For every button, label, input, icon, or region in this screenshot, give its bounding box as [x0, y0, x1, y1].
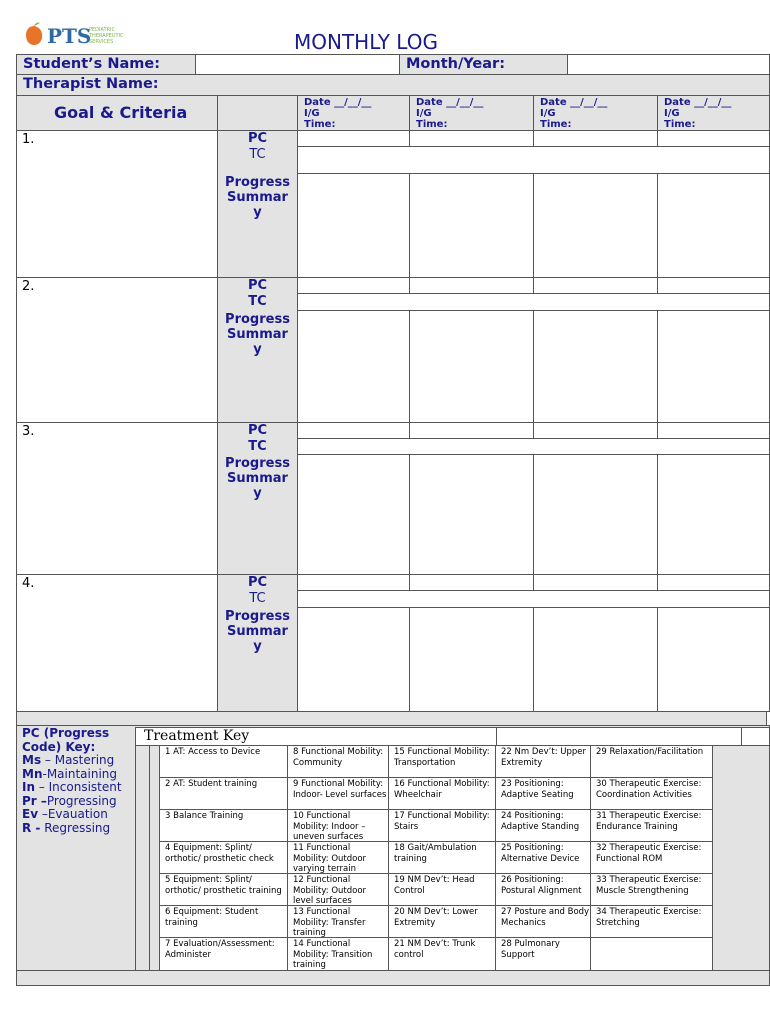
pc-key	[22, 727, 136, 835]
goal-4-progress-cell-3[interactable]	[533, 607, 658, 712]
goal-3-progress-cell-3[interactable]	[533, 454, 658, 575]
goal-2-pc-cell-1[interactable]	[297, 277, 410, 294]
date-column-3[interactable]: Date __/__/__ I/G Time:	[533, 95, 658, 131]
goal-2-progress-cell-4[interactable]	[657, 310, 770, 423]
treatment-key-cell: 33 Therapeutic Exercise: Muscle Strengthening	[590, 873, 713, 906]
goal-4-progress-label: Progress Summar y	[225, 609, 290, 654]
pc-key-item: Mn-Maintaining	[22, 766, 118, 781]
goal-1-progress-label: Progress Summar y	[225, 175, 290, 220]
treatment-key-cell: 11 Functional Mobility: Outdoor varying terrain	[287, 841, 389, 874]
separator-row	[16, 711, 767, 726]
goal-2-labels	[217, 277, 298, 423]
treatment-key-cell: 23 Positioning: Adaptive Seating	[495, 777, 591, 810]
treatment-key-cell: 30 Therapeutic Exercise: Coordination Activities	[590, 777, 713, 810]
pc-key-item: Ms – Mastering	[22, 753, 115, 767]
goal-2-progress-cell-1[interactable]	[297, 310, 410, 423]
goal-3-progress-label: Progress Summar y	[225, 456, 290, 501]
goal-3-pc-cell-3[interactable]	[533, 422, 658, 439]
goal-1-labels	[217, 130, 298, 278]
treatment-key-cell: 10 Functional Mobility: Indoor – uneven surfaces	[287, 809, 389, 842]
goal-2-pc-cell-2[interactable]	[409, 277, 534, 294]
goal-3-tc-cell[interactable]	[297, 438, 770, 455]
goal-2-progress-cell-2[interactable]	[409, 310, 534, 423]
goal-4-tc-cell[interactable]	[297, 590, 770, 608]
month-year-label-cell	[399, 54, 568, 75]
goal-4-pc-label: PC	[247, 575, 268, 590]
goal-3-pc-cell-4[interactable]	[657, 422, 770, 439]
treatment-key-cell: 15 Functional Mobility: Transportation	[388, 745, 496, 778]
goal-4-labels	[217, 574, 298, 712]
treatment-key-cell	[590, 937, 713, 971]
pc-key-item: In – Inconsistent	[22, 780, 122, 794]
treatment-key-header-extra	[741, 727, 770, 746]
goal-1-criteria[interactable]: 1.	[16, 130, 218, 278]
logo-tagline: PEDIATRIC THERAPEUTIC SERVICES	[89, 27, 124, 45]
logo	[22, 22, 132, 50]
date-column-2[interactable]: Date __/__/__ I/G Time:	[409, 95, 534, 131]
goal-1-pc-label: PC	[247, 131, 268, 146]
goal-2-pc-cell-4[interactable]	[657, 277, 770, 294]
treatment-key-margin	[135, 745, 150, 971]
goal-2-progress-cell-3[interactable]	[533, 310, 658, 423]
goal-2-criteria[interactable]: 2.	[16, 277, 218, 423]
treatment-key-cell: 1 AT: Access to Device	[159, 745, 288, 778]
treatment-key-cell: 5 Equipment: Splint/ orthotic/ prosthetic training	[159, 873, 288, 906]
treatment-key-cell: 14 Functional Mobility: Transition training	[287, 937, 389, 971]
treatment-key-cell: 24 Positioning: Adaptive Standing	[495, 809, 591, 842]
leaf-icon	[22, 22, 46, 48]
goal-3-labels	[217, 422, 298, 575]
goal-1-progress-cell-2[interactable]	[409, 173, 534, 278]
treatment-key-cell: 7 Evaluation/Assessment: Administer	[159, 937, 288, 971]
treatment-key-cell: 22 Nm Dev’t: Upper Extremity	[495, 745, 591, 778]
goal-3-progress-cell-4[interactable]	[657, 454, 770, 575]
treatment-key-cell: 19 NM Dev’t: Head Control	[388, 873, 496, 906]
treatment-key-cell: 29 Relaxation/Facilitation	[590, 745, 713, 778]
goal-1-progress-cell-3[interactable]	[533, 173, 658, 278]
label-column-header	[217, 95, 298, 131]
goal-4-pc-cell-1[interactable]	[297, 574, 410, 591]
goal-4-criteria[interactable]: 4.	[16, 574, 218, 712]
date-column-4[interactable]: Date __/__/__ I/G Time:	[657, 95, 770, 131]
month-year-label: Month/Year:	[406, 56, 506, 72]
logo-brand: PTS	[47, 24, 92, 48]
treatment-key-table	[159, 745, 713, 971]
treatment-key-cell: 26 Positioning: Postural Alignment	[495, 873, 591, 906]
footer-bar	[16, 970, 770, 986]
treatment-key-cell: 25 Positioning: Alternative Device	[495, 841, 591, 874]
treatment-key-cell: 12 Functional Mobility: Outdoor level surfaces	[287, 873, 389, 906]
goal-2-progress-label: Progress Summar y	[225, 312, 290, 357]
treatment-key-cell: 31 Therapeutic Exercise: Endurance Training	[590, 809, 713, 842]
goal-4-progress-cell-2[interactable]	[409, 607, 534, 712]
goal-1-tc-cell[interactable]	[297, 146, 770, 174]
therapist-name-row	[16, 74, 770, 96]
student-name-field[interactable]	[195, 54, 400, 75]
goal-2-pc-label: PC	[247, 278, 268, 293]
treatment-key-cell: 8 Functional Mobility: Community	[287, 745, 389, 778]
treatment-key-title: Treatment Key	[144, 728, 250, 744]
treatment-key-header-blank	[496, 727, 742, 746]
therapist-name-label: Therapist Name:	[23, 76, 159, 92]
goal-3-pc-cell-1[interactable]	[297, 422, 410, 439]
treatment-key-cell: 16 Functional Mobility: Wheelchair	[388, 777, 496, 810]
goal-4-progress-cell-1[interactable]	[297, 607, 410, 712]
goal-1-pc-cell-2[interactable]	[409, 130, 534, 147]
treatment-key-cell: 13 Functional Mobility: Transfer training	[287, 905, 389, 938]
goal-3-criteria[interactable]: 3.	[16, 422, 218, 575]
goal-1-pc-cell-3[interactable]	[533, 130, 658, 147]
date-column-1[interactable]: Date __/__/__ I/G Time:	[297, 95, 410, 131]
pc-key-title: PC (Progress Code) Key:	[22, 726, 110, 754]
goal-3-tc-label: TC	[248, 439, 267, 454]
treatment-key-cell: 17 Functional Mobility: Stairs	[388, 809, 496, 842]
goal-3-pc-label: PC	[247, 423, 268, 438]
treatment-key-cell: 28 Pulmonary Support	[495, 937, 591, 971]
goal-2-pc-cell-3[interactable]	[533, 277, 658, 294]
student-name-label-cell	[16, 54, 196, 75]
goal-criteria-header	[16, 95, 218, 131]
student-name-label: Student’s Name:	[23, 56, 161, 72]
goal-2-tc-cell[interactable]	[297, 293, 770, 311]
pc-key-item: Pr –Progressing	[22, 793, 117, 808]
treatment-key-cell: 27 Posture and Body Mechanics	[495, 905, 591, 938]
treatment-key-cell: 34 Therapeutic Exercise: Stretching	[590, 905, 713, 938]
pc-key-item: Ev –Evauation	[22, 807, 108, 821]
treatment-key-header	[135, 727, 497, 746]
goal-4-pc-cell-2[interactable]	[409, 574, 534, 591]
goal-1-progress-cell-4[interactable]	[657, 173, 770, 278]
treatment-key-cell: 32 Therapeutic Exercise: Functional ROM	[590, 841, 713, 874]
goal-1-pc-cell-1[interactable]	[297, 130, 410, 147]
goal-4-pc-cell-3[interactable]	[533, 574, 658, 591]
goal-2-tc-label: TC	[248, 294, 267, 309]
goal-4-progress-cell-4[interactable]	[657, 607, 770, 712]
goal-1-progress-cell-1[interactable]	[297, 173, 410, 278]
goal-1-tc-label: TC	[249, 147, 266, 162]
goal-3-pc-cell-2[interactable]	[409, 422, 534, 439]
treatment-key-cell: 9 Functional Mobility: Indoor- Level surfaces	[287, 777, 389, 810]
pc-key-item: R - Regressing	[22, 820, 111, 835]
treatment-key-cell: 21 NM Dev’t: Trunk control	[388, 937, 496, 971]
goal-4-tc-label: TC	[249, 591, 266, 606]
treatment-key-cell: 18 Gait/Ambulation training	[388, 841, 496, 874]
goal-1-pc-cell-4[interactable]	[657, 130, 770, 147]
goal-3-progress-cell-1[interactable]	[297, 454, 410, 575]
treatment-key-cell: 2 AT: Student training	[159, 777, 288, 810]
month-year-field[interactable]	[567, 54, 770, 75]
treatment-key-cell: 20 NM Dev’t: Lower Extremity	[388, 905, 496, 938]
treatment-key-cell: 6 Equipment: Student training	[159, 905, 288, 938]
treatment-key-cell: 3 Balance Training	[159, 809, 288, 842]
treatment-key-cell: 4 Equipment: Splint/ orthotic/ prosthetic check	[159, 841, 288, 874]
goal-4-pc-cell-4[interactable]	[657, 574, 770, 591]
goal-3-progress-cell-2[interactable]	[409, 454, 534, 575]
goal-criteria-label: Goal & Criteria	[54, 103, 188, 122]
page-title: MONTHLY LOG	[294, 30, 438, 54]
